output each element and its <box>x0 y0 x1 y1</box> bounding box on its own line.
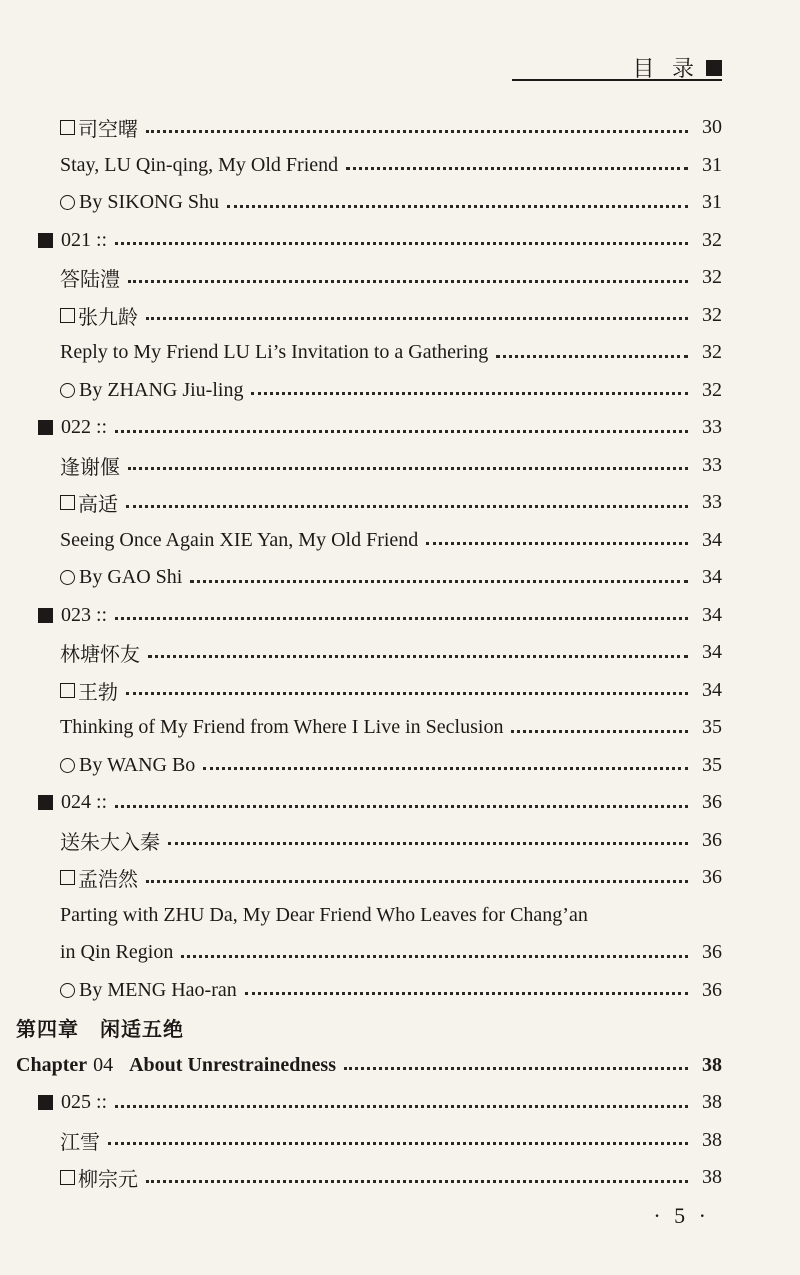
dot-leader <box>426 541 688 545</box>
entry-page-number: 31 <box>702 153 722 176</box>
toc-entry-title-cn[interactable] <box>0 259 800 297</box>
entry-text: Thinking of My Friend from Where I Live in Seclusion <box>60 716 504 739</box>
entry-text: 021 :: <box>61 228 108 251</box>
dot-leader <box>115 616 688 620</box>
dot-leader <box>190 579 688 583</box>
hollow-square-icon <box>60 870 75 885</box>
entry-page-number: 34 <box>702 603 722 626</box>
dot-leader <box>168 841 688 845</box>
entry-text: 逢谢偃 <box>60 456 120 479</box>
dot-leader <box>108 1141 688 1145</box>
dot-leader <box>344 1066 688 1070</box>
entry-page-number: 32 <box>702 378 722 401</box>
black-square-icon <box>38 1095 53 1110</box>
toc-entry-author-en[interactable] <box>0 747 800 785</box>
entry-text: By ZHANG Jiu-ling <box>79 378 244 401</box>
toc-entry-title-en[interactable] <box>0 522 800 560</box>
toc-entry-title-cn[interactable] <box>0 822 800 860</box>
entry-page-number: 35 <box>702 716 722 739</box>
toc-entry-title-en-wrap[interactable] <box>0 934 800 972</box>
toc-entry-number[interactable] <box>0 222 800 260</box>
entry-page-number: 32 <box>702 228 722 251</box>
entry-page-number: 33 <box>702 491 722 514</box>
toc-entry-title-cn[interactable] <box>0 1122 800 1160</box>
dot-leader <box>181 954 688 958</box>
entry-text: 张九龄 <box>78 306 138 329</box>
dot-leader <box>511 729 688 733</box>
toc-entry-author-en[interactable] <box>0 184 800 222</box>
toc-entry-title-cn[interactable] <box>0 634 800 672</box>
toc-entry-author-en[interactable] <box>0 372 800 410</box>
dot-leader <box>146 1179 688 1183</box>
dot-leader <box>146 316 688 320</box>
entry-text: 孟浩然 <box>78 869 138 892</box>
toc-entry-author-en[interactable] <box>0 559 800 597</box>
toc-entry-number[interactable] <box>0 784 800 822</box>
entry-text: 答陆澧 <box>60 269 120 292</box>
entry-page-number: 36 <box>702 828 722 851</box>
dot-leader <box>128 279 688 283</box>
dot-leader <box>115 429 688 433</box>
dot-leader <box>496 354 688 358</box>
entry-text: By MENG Hao-ran <box>79 978 237 1001</box>
toc-entry-author-en[interactable] <box>0 972 800 1010</box>
entry-text: Stay, LU Qin-qing, My Old Friend <box>60 153 339 176</box>
header-title: 目 录 <box>632 56 700 81</box>
entry-page-number: 34 <box>702 641 722 664</box>
dot-leader <box>115 241 688 245</box>
toc-entry-number[interactable] <box>0 409 800 447</box>
toc-entry-title-en[interactable] <box>0 147 800 185</box>
entry-title-en-line1[interactable]: Parting with ZHU Da, My Dear Friend Who Leaves for Chang’an <box>60 903 588 926</box>
dot-leader <box>346 166 688 170</box>
hollow-square-icon <box>60 308 75 323</box>
entry-text: 柳宗元 <box>78 1169 138 1192</box>
entry-page-number: 31 <box>702 191 722 214</box>
entry-page-number: 34 <box>702 566 722 589</box>
hollow-circle-icon <box>60 758 75 773</box>
hollow-square-icon <box>60 1170 75 1185</box>
entry-text: Seeing Once Again XIE Yan, My Old Friend <box>60 528 419 551</box>
dot-leader <box>115 804 688 808</box>
entry-text: 高适 <box>78 494 118 517</box>
toc-entry-title-en[interactable] <box>0 334 800 372</box>
toc-entry-number[interactable] <box>0 597 800 635</box>
entry-page-number: 36 <box>702 866 722 889</box>
black-square-icon <box>38 420 53 435</box>
entry-page-number: 34 <box>702 678 722 701</box>
entry-text: 林塘怀友 <box>60 644 140 667</box>
entry-page-number: 35 <box>702 753 722 776</box>
entry-page-number: 34 <box>702 528 722 551</box>
toc-entry-title-cn[interactable] <box>0 447 800 485</box>
entry-text: By WANG Bo <box>79 753 196 776</box>
entry-text: Reply to My Friend LU Li’s Invitation to a Gathering <box>60 341 489 364</box>
dot-leader <box>115 1104 688 1108</box>
dot-leader <box>203 766 688 770</box>
entry-page-number: 36 <box>702 941 722 964</box>
black-square-icon <box>38 233 53 248</box>
toc-entry-author-cn[interactable] <box>0 859 800 897</box>
entry-text: By GAO Shi <box>79 566 183 589</box>
entry-page-number: 36 <box>702 791 722 814</box>
entry-page-number: 38 <box>702 1053 722 1076</box>
dot-leader <box>146 879 688 883</box>
entry-text: 送朱大入秦 <box>60 831 160 854</box>
entry-page-number: 32 <box>702 266 722 289</box>
hollow-square-icon <box>60 495 75 510</box>
entry-text: 023 :: <box>61 603 108 626</box>
dot-leader <box>251 391 688 395</box>
entry-text: 王勃 <box>78 681 118 704</box>
toc-entry-chapter-en[interactable] <box>0 1047 800 1085</box>
dot-leader <box>128 466 688 470</box>
entry-page-number: 38 <box>702 1128 722 1151</box>
entry-text: in Qin Region <box>60 941 174 964</box>
entry-page-number: 38 <box>702 1091 722 1114</box>
hollow-circle-icon <box>60 195 75 210</box>
hollow-square-icon <box>60 120 75 135</box>
entry-text: 025 :: <box>61 1091 108 1114</box>
toc-entry-author-cn[interactable] <box>0 672 800 710</box>
entry-text: By SIKONG Shu <box>79 191 220 214</box>
black-square-icon <box>706 60 722 76</box>
chapter-title-cn[interactable]: 第四章 闲适五绝 <box>16 1019 184 1042</box>
entry-text: 江雪 <box>60 1131 100 1154</box>
chapter-prefix: Chapter <box>16 1053 88 1076</box>
hollow-square-icon <box>60 683 75 698</box>
entry-text: 022 :: <box>61 416 108 439</box>
page-number: · 5 · <box>653 1203 710 1228</box>
entry-page-number: 32 <box>702 341 722 364</box>
dot-leader <box>126 504 688 508</box>
hollow-circle-icon <box>60 983 75 998</box>
toc-entry-number[interactable] <box>0 1084 800 1122</box>
chapter-number: 04 <box>93 1053 114 1076</box>
toc-entry-author-cn[interactable] <box>0 1159 800 1197</box>
black-square-icon <box>38 608 53 623</box>
hollow-circle-icon <box>60 570 75 585</box>
dot-leader <box>126 691 688 695</box>
table-of-contents <box>0 109 800 1197</box>
entry-page-number: 32 <box>702 303 722 326</box>
toc-entry-title-en[interactable] <box>0 709 800 747</box>
entry-text: 司空曙 <box>78 119 138 142</box>
header-rule <box>512 79 722 81</box>
dot-leader <box>148 654 688 658</box>
chapter-title-en: About Unrestrainedness <box>129 1053 336 1076</box>
toc-entry-author-cn[interactable] <box>0 484 800 522</box>
toc-entry-author-cn[interactable] <box>0 297 800 335</box>
entry-text: 024 :: <box>61 791 108 814</box>
dot-leader <box>245 991 688 995</box>
dot-leader <box>146 129 688 133</box>
entry-page-number: 36 <box>702 978 722 1001</box>
entry-page-number: 38 <box>702 1166 722 1189</box>
dot-leader <box>227 204 688 208</box>
toc-entry-author-cn[interactable] <box>0 109 800 147</box>
entry-page-number: 30 <box>702 116 722 139</box>
hollow-circle-icon <box>60 383 75 398</box>
entry-page-number: 33 <box>702 416 722 439</box>
entry-page-number: 33 <box>702 453 722 476</box>
black-square-icon <box>38 795 53 810</box>
